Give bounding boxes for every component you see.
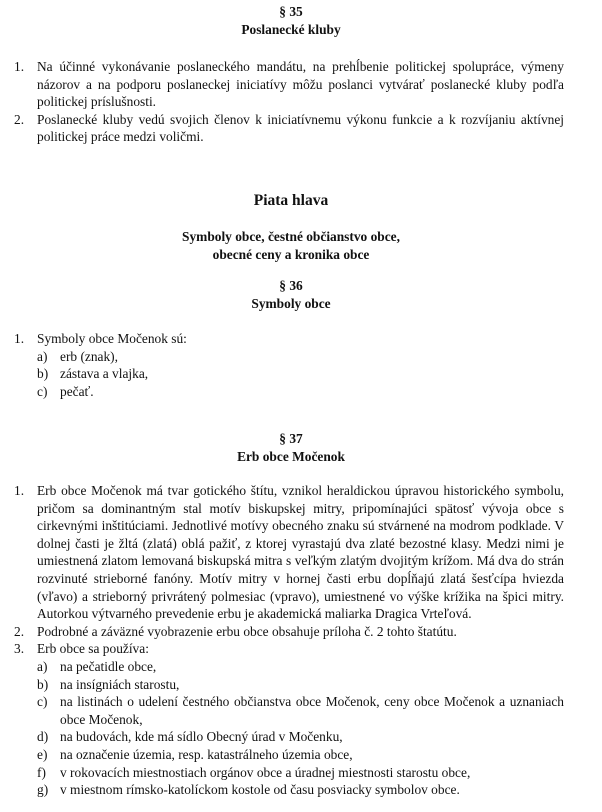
sublist-text: na budovách, kde má sídlo Obecný úrad v Močenku, — [60, 729, 343, 745]
sublist-letter: a) — [37, 348, 48, 364]
item-text: Poslanecké kluby vedú svojich členov k iniciatívnemu výkonu funkcie a k rozvíjaniu aktívnej politickej práce medzi voličmi. — [37, 111, 564, 145]
sublist-letter: e) — [37, 746, 48, 762]
sublist-item — [37, 348, 564, 366]
sublist-item — [37, 658, 564, 676]
sublist-item — [37, 764, 564, 782]
list-item — [14, 623, 564, 641]
item-number: 1. — [14, 331, 25, 346]
item-text: Na účinné vykonávanie poslaneckého mandátu, na prehĺbenie politickej spolupráce, výmeny názorov a na podporu poslaneckej iniciatívy môžu poslanci vytvárať poslanecké kluby podľa politickej príslušnosti. — [37, 59, 564, 110]
list-item — [14, 330, 564, 400]
sublist-text: pečať. — [60, 383, 94, 399]
list-item — [14, 482, 564, 623]
sublist-letter: a) — [37, 658, 48, 674]
item-number: 1. — [14, 59, 25, 74]
chapter-subtitle-line-1: Symboly obce, čestné občianstvo obce, — [182, 229, 400, 244]
section-number: § 37 — [279, 431, 303, 446]
section-title: Erb obce Močenok — [237, 449, 345, 464]
section-37-list — [14, 482, 564, 799]
section-title: Poslanecké kluby — [241, 22, 341, 37]
section-36-list — [14, 330, 564, 400]
sublist-letter: c) — [37, 383, 48, 399]
section-number: § 35 — [279, 4, 303, 19]
item-number: 1. — [14, 483, 25, 498]
sublist-text: na pečatidle obce, — [60, 658, 157, 674]
sublist-text: na označenie územia, resp. katastrálneho územia obce, — [60, 746, 353, 762]
sublist-text: erb (znak), — [60, 348, 118, 364]
chapter-subtitle-line-2: obecné ceny a kronika obce — [212, 247, 370, 262]
sublist-item — [37, 746, 564, 764]
list-item — [14, 111, 564, 146]
sublist-item — [37, 365, 564, 383]
sublist-letter: b) — [37, 676, 49, 692]
section-title: Symboly obce — [251, 296, 331, 311]
item-text: Erb obce sa používa: — [37, 641, 149, 657]
sublist-letter: b) — [37, 366, 49, 382]
sublist — [37, 348, 564, 401]
sublist — [37, 658, 564, 799]
sublist-item — [37, 693, 564, 728]
list-item — [14, 640, 564, 798]
sublist-letter: g) — [37, 782, 49, 798]
sublist-item — [37, 781, 564, 799]
item-number: 3. — [14, 641, 25, 657]
item-text: Erb obce Močenok má tvar gotického štítu, vznikol heraldickou úpravou historického symbolu, pričom sa dominantným stal motív biskupskej mitry, pripomínajúci spätosť vývoja obce s cirkevnými inštitúciami. Jednotlivé motívy obecného znaku sú stvárnené na modrom podklade. V dolnej časti je žltá (zlatá) oblá pažiť, z ktorej vyrastajú dva zlaté bezostné klasy. Medzi nimi je umiestnená zlatom lemovaná biskupská mitra s veľkým zlatým dvojitým krížom. Má dva do strán rozvinuté strieborné fanóny. Motív mitry v hornej časti erbu dopĺňajú zlatá šesťcípa hviezda (vľavo) a strieborný privrátený polmesiac (vpravo), umiestnené vo výške krížika na špici mitry. Autorkou výtvarného prevedenie erbu je akademická maliarka Dragica Vrteľová. — [37, 483, 564, 622]
sublist-text: v rokovacích miestnostiach orgánov obce a úradnej miestnosti starostu obce, — [60, 764, 471, 780]
sublist-item — [37, 728, 564, 746]
list-item — [14, 58, 564, 111]
section-35-list — [14, 58, 564, 146]
sublist-text: v miestnom rímsko-katolíckom kostole od času posviacky symbolov obce. — [60, 782, 460, 798]
sublist-text: na listinách o udelení čestného občianstva obce Močenok, ceny obce Močenok a uznaniach obce Močenok, — [60, 694, 564, 727]
section-number: § 36 — [279, 278, 303, 293]
sublist-letter: c) — [37, 694, 48, 710]
item-number: 2. — [14, 111, 25, 127]
item-number: 2. — [14, 623, 25, 639]
item-text: Symboly obce Močenok sú: — [37, 331, 187, 346]
sublist-text: zástava a vlajka, — [60, 366, 149, 382]
sublist-text: na insígniách starostu, — [60, 676, 180, 692]
sublist-letter: d) — [37, 729, 49, 745]
sublist-item — [37, 676, 564, 694]
sublist-item — [37, 383, 564, 401]
item-text: Podrobné a záväzné vyobrazenie erbu obce obsahuje príloha č. 2 tohto štatútu. — [37, 623, 457, 639]
chapter-title: Piata hlava — [253, 192, 329, 209]
sublist-letter: f) — [37, 764, 46, 780]
